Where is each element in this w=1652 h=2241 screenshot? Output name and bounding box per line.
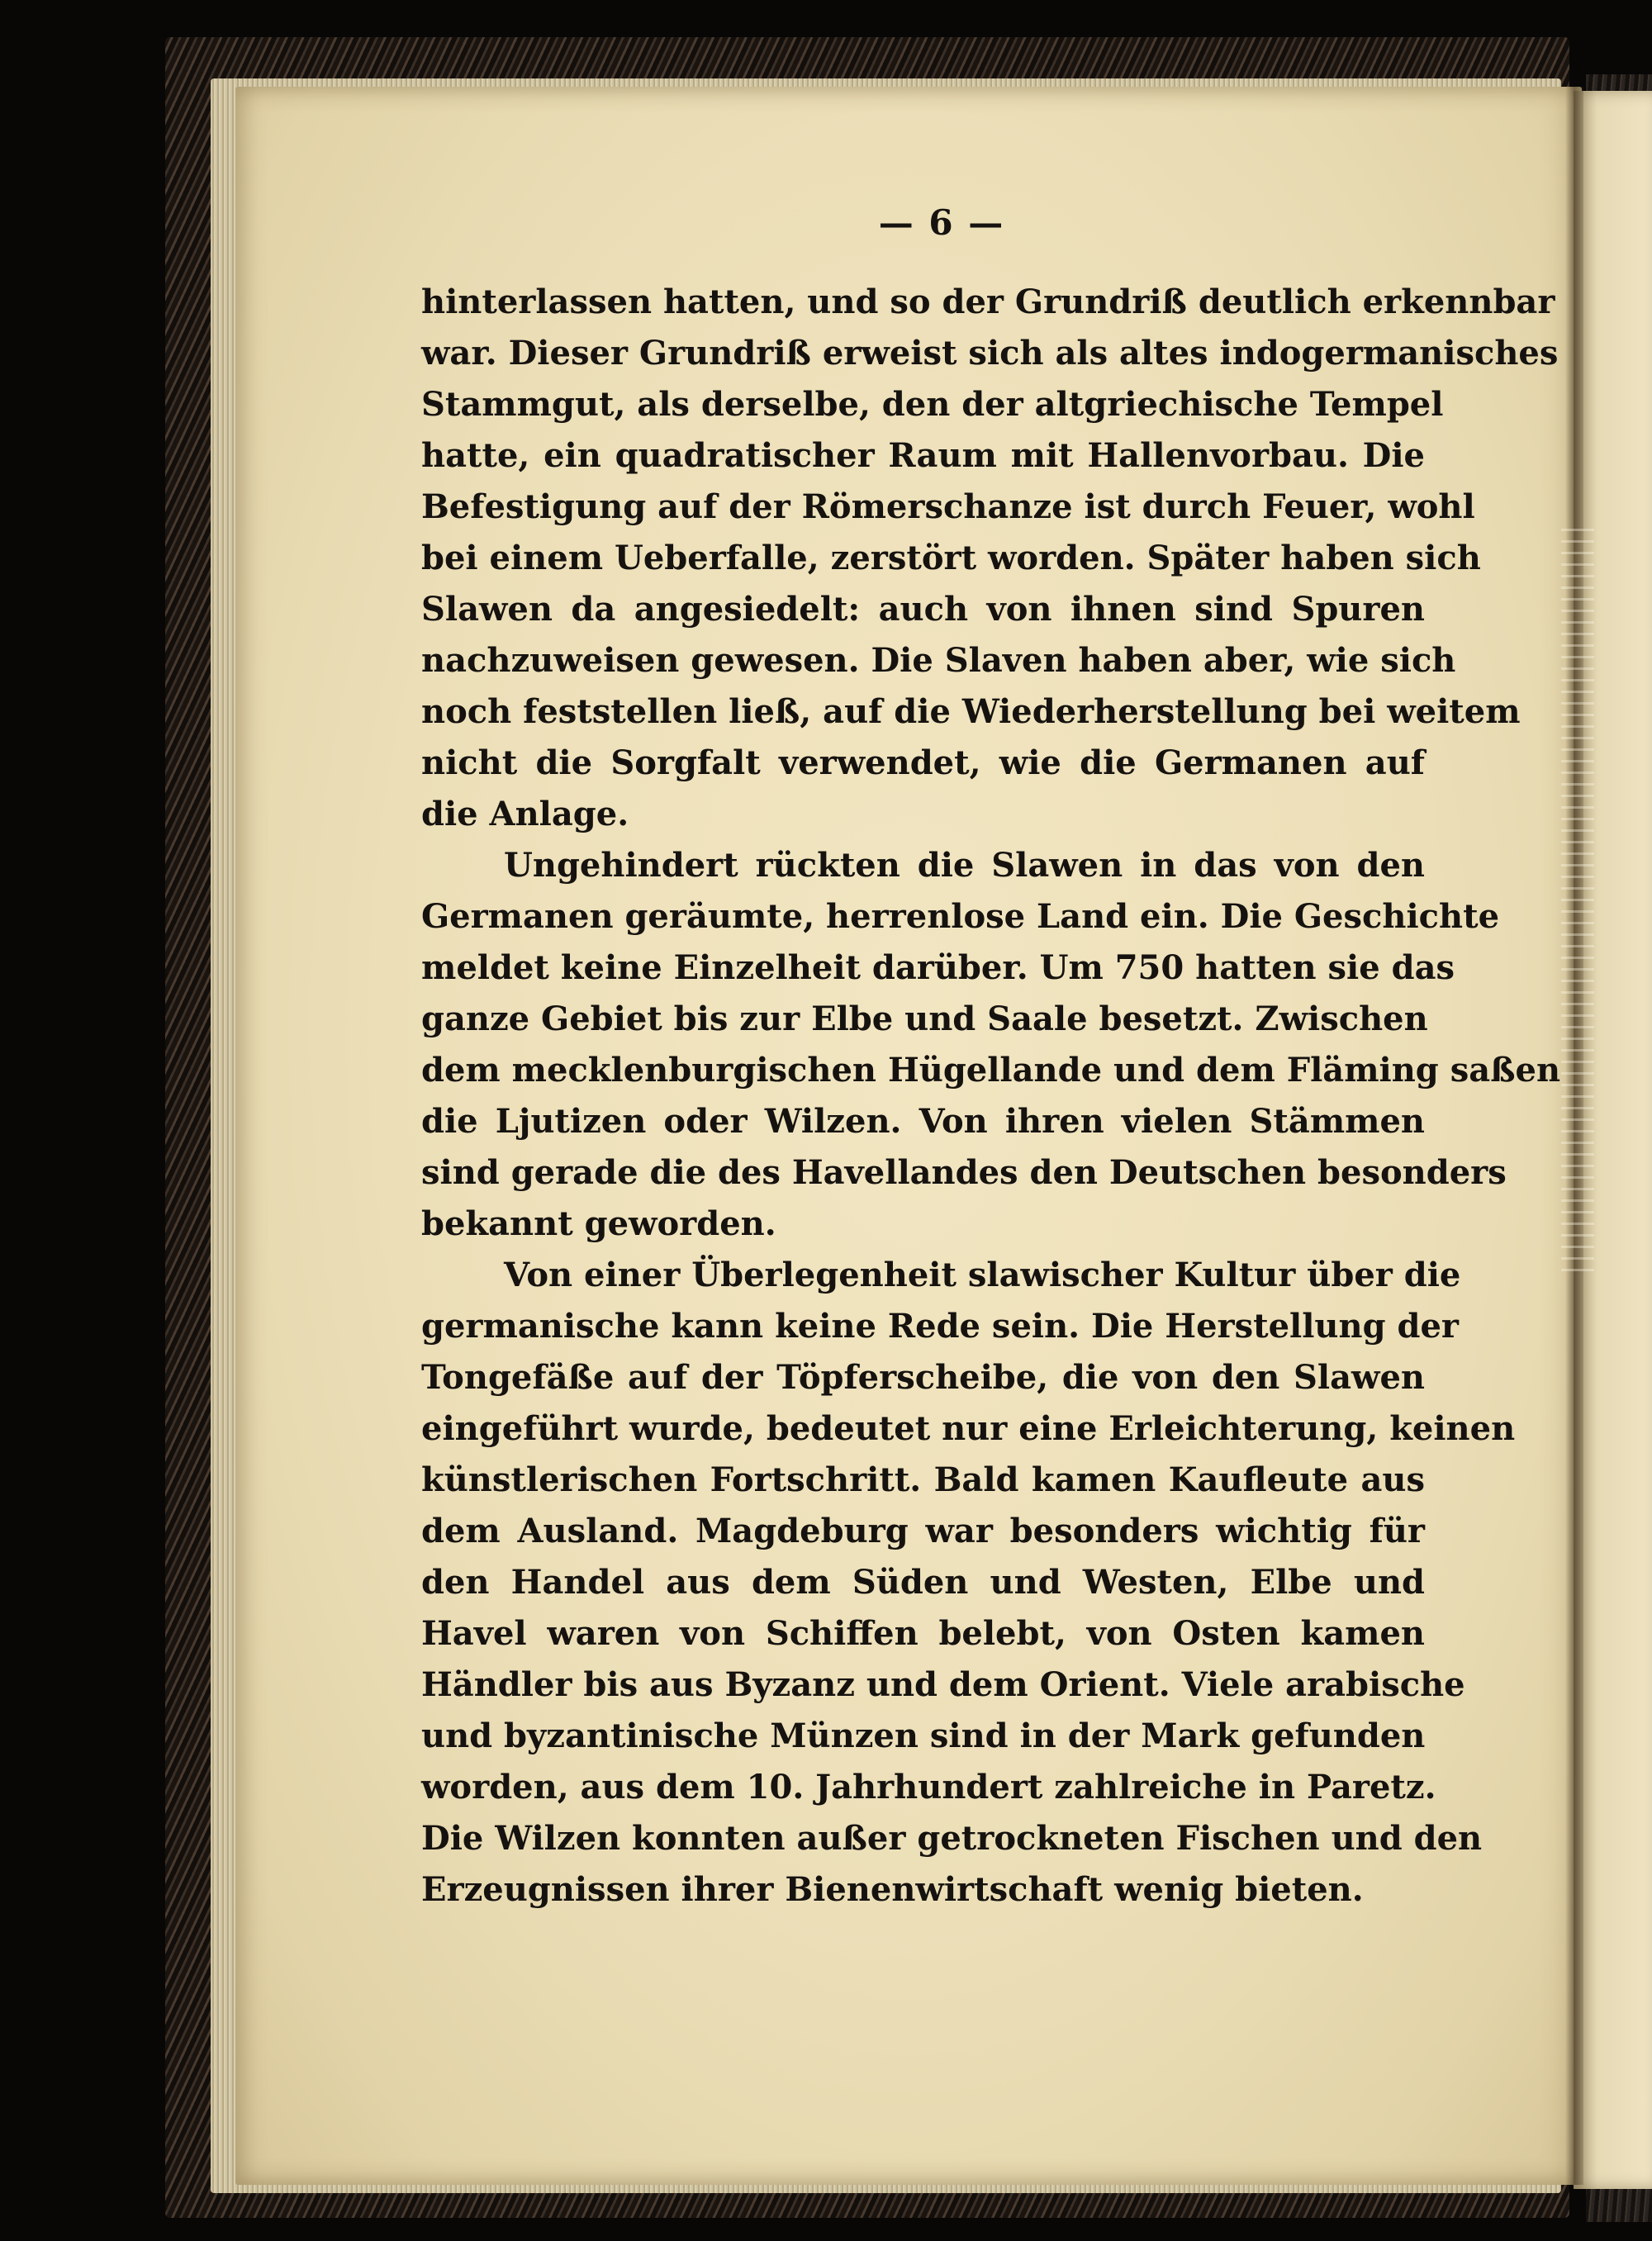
paragraph <box>421 277 1559 840</box>
paragraph <box>421 840 1561 1250</box>
text-line: noch feststellen ließ, auf die Wiederherstellung bei weitem <box>421 692 1521 731</box>
text-line: Von einer Überlegenheit slawischer Kultur über die <box>504 1256 1461 1294</box>
text-line: dem mecklenburgischen Hügellande und dem Fläming saßen <box>421 1051 1561 1090</box>
page-tear <box>1561 529 1594 1272</box>
text-line: Stammgut, als derselbe, den der altgriechische Tempel <box>421 385 1444 424</box>
paragraph <box>421 1250 1516 1916</box>
text-line: die Ljutizen oder Wilzen. Von ihren vielen Stämmen <box>421 1102 1425 1141</box>
text-line: Erzeugnissen ihrer Bienenwirtschaft wenig bieten. <box>421 1870 1364 1909</box>
text-line: germanische kann keine Rede sein. Die Herstellung der <box>421 1307 1459 1346</box>
text-line: sind gerade die des Havellandes den Deutschen besonders <box>421 1153 1507 1192</box>
text-line: Händler bis aus Byzanz und dem Orient. Viele arabische <box>421 1665 1465 1704</box>
text-line: die Anlage. <box>421 795 629 833</box>
text-line: nachzuweisen gewesen. Die Slaven haben aber, wie sich <box>421 641 1456 680</box>
page-number: — 6 — <box>878 202 1005 243</box>
text-line: Tongefäße auf der Töpferscheibe, die von den Slawen <box>421 1358 1425 1397</box>
text-line: war. Dieser Grundriß erweist sich als altes indogermanisches <box>421 334 1559 373</box>
text-line: worden, aus dem 10. Jahrhundert zahlreiche in Paretz. <box>421 1768 1436 1807</box>
body-text <box>421 277 1561 1916</box>
text-line: eingeführt wurde, bedeutet nur eine Erleichterung, keinen <box>421 1409 1516 1448</box>
text-line: Die Wilzen konnten außer getrockneten Fischen und den <box>421 1819 1483 1858</box>
text-line: Slawen da angesiedelt: auch von ihnen sind Spuren <box>421 590 1425 629</box>
text-line: ganze Gebiet bis zur Elbe und Saale besetzt. Zwischen <box>421 999 1428 1038</box>
text-line: Germanen geräumte, herrenlose Land ein. Die Geschichte <box>421 897 1500 936</box>
text-line: bekannt geworden. <box>421 1204 776 1243</box>
text-line: hatte, ein quadratischer Raum mit Hallenvorbau. Die <box>421 436 1425 475</box>
text-line: künstlerischen Fortschritt. Bald kamen Kaufleute aus <box>421 1460 1425 1499</box>
text-line: meldet keine Einzelheit darüber. Um 750 hatten sie das <box>421 948 1455 987</box>
text-line: dem Ausland. Magdeburg war besonders wichtig für <box>421 1512 1425 1550</box>
text-line: den Handel aus dem Süden und Westen, Elbe und <box>421 1563 1425 1602</box>
text-line: bei einem Ueberfalle, zerstört worden. Später haben sich <box>421 539 1481 577</box>
text-line: und byzantinische Münzen sind in der Mark gefunden <box>421 1716 1426 1755</box>
text-line: hinterlassen hatten, und so der Grundriß deutlich erkennbar <box>421 282 1555 321</box>
text-line: nicht die Sorgfalt verwendet, wie die Germanen auf <box>421 743 1425 782</box>
text-line: Ungehindert rückten die Slawen in das von den <box>504 846 1425 885</box>
text-line: Havel waren von Schiffen belebt, von Osten kamen <box>421 1614 1425 1653</box>
text-line: Befestigung auf der Römerschanze ist durch Feuer, wohl <box>421 487 1475 526</box>
